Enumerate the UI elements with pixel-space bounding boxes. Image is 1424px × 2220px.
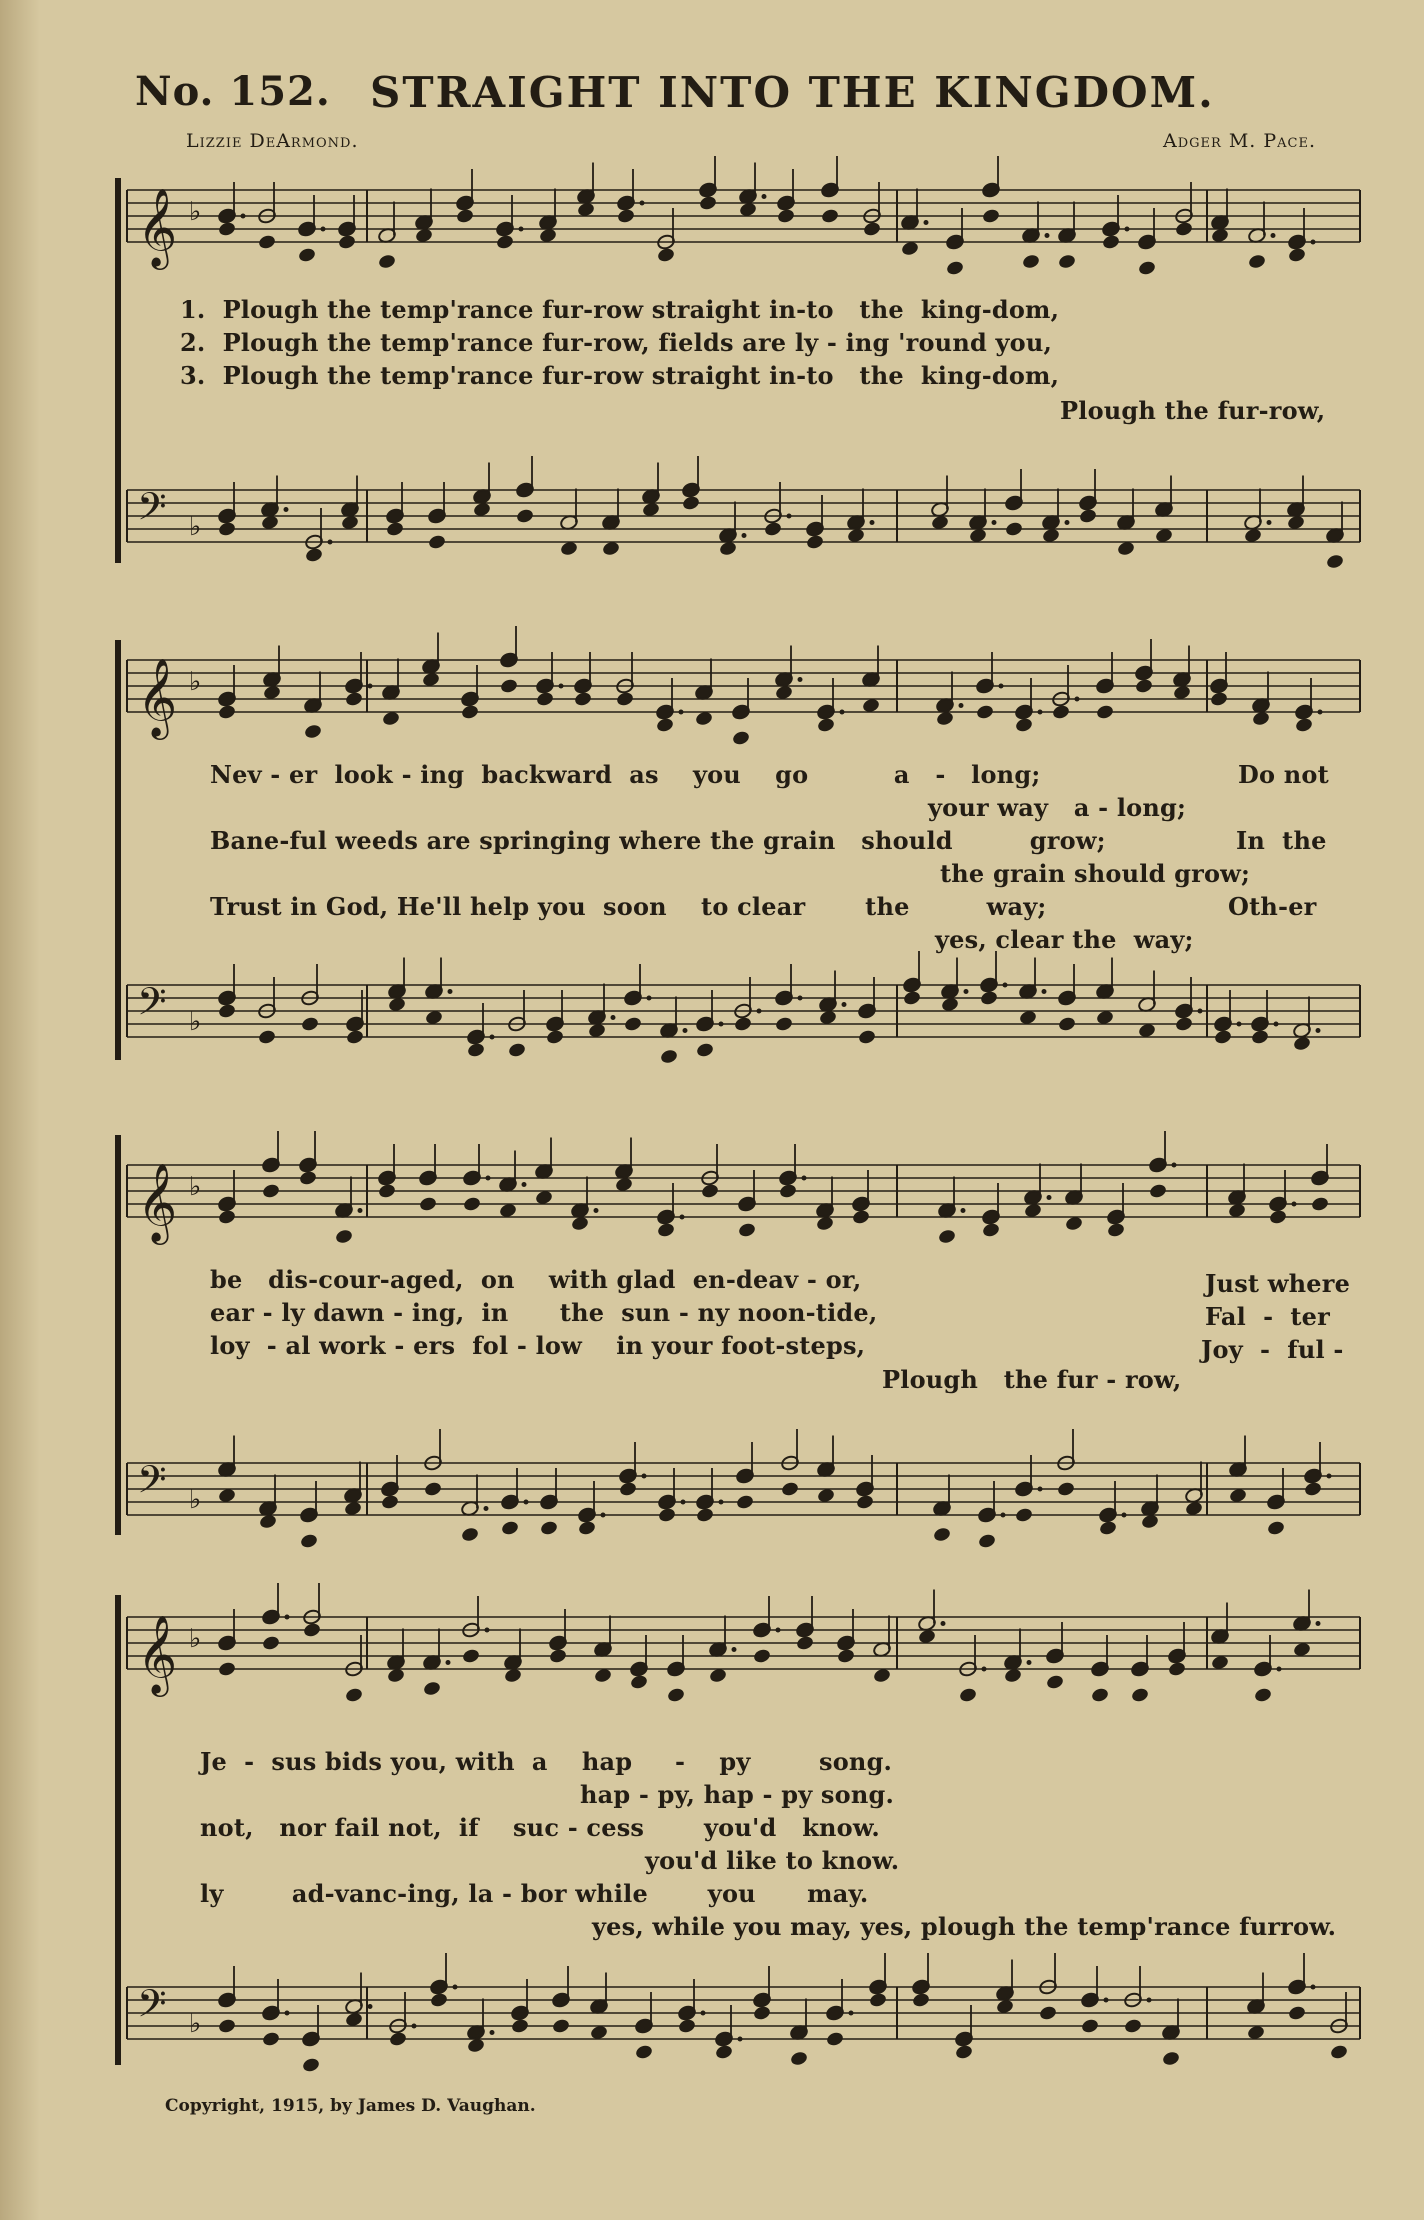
note-head [427,534,446,551]
hymn-header [135,62,1325,132]
note-head [217,521,236,538]
lyric-line: yes, clear the way; [935,925,1194,954]
note-head [217,1209,236,1226]
note-dot [490,1035,495,1040]
composer: Adger M. Pace. [1162,130,1316,152]
note-head [298,1170,317,1187]
note-head [1095,704,1114,721]
note-head [851,1209,870,1226]
note-head [1148,1183,1167,1200]
note-dot [1042,989,1047,994]
note-dot [719,1500,724,1505]
lyric-line: Trust in God, He'll help you soon to clear the way; [210,892,1047,921]
note-dot [738,2037,743,2042]
note-dot [1045,233,1050,238]
bass-staff [127,1977,1360,2057]
lyric-line: your way a - long; [928,793,1187,822]
note-head [1209,691,1228,708]
note-head [577,1520,596,1537]
note-head [1014,1507,1033,1524]
note-head [774,1016,793,1033]
note-head [1056,1481,1075,1498]
note-head [958,1687,977,1704]
note-head [217,2018,236,2035]
lyric-line: ly ad-vanc-ing, la - bor while you may. [200,1879,869,1908]
note-head [981,208,1000,225]
note-dot [681,1500,686,1505]
note-dot [611,1015,616,1020]
lyric-line: not, nor fail not, if suc - cess you'd know. [200,1813,880,1842]
lyrics-block [170,1265,1360,1465]
note-dot [798,677,803,682]
note-head [902,990,921,1007]
note-dot [1311,1985,1316,1990]
note-head [300,1016,319,1033]
note-dot [999,684,1004,689]
note-head [535,691,554,708]
note-head [261,2031,280,2048]
note-head [1106,1222,1125,1239]
music-system-1 [115,170,1360,570]
bass-clef-icon: 𝄢 [137,484,167,538]
lyric-line: In the [1236,826,1327,855]
note-dot [285,2011,290,2016]
note-dot [719,1022,724,1027]
note-head [1250,1029,1269,1046]
note-dot [446,1660,451,1665]
note-head [257,1029,276,1046]
note-head [573,691,592,708]
hymn-number: No. 152. [135,68,331,115]
note-dot [601,1513,606,1518]
note-head [1045,1674,1064,1691]
key-flat-icon: ♭ [189,1007,202,1037]
note-dot [683,1028,688,1033]
note-head [500,1520,519,1537]
note-head [345,1029,364,1046]
treble-clef-icon: 𝄞 [137,188,178,267]
note-head [656,247,675,264]
credits [186,130,1316,156]
note-dot [802,1176,807,1181]
note-head [629,1674,648,1691]
note-head [261,1183,280,1200]
music-system-2 [115,640,1360,1060]
note-head [1266,1520,1285,1537]
note-head [634,2044,653,2061]
note-dot [1027,1660,1032,1665]
note-head [377,1183,396,1200]
note-head [466,1042,485,1059]
note-head [677,2018,696,2035]
treble-clef-icon: 𝄞 [137,1615,178,1694]
note-head [1329,2044,1348,2061]
note-head [666,1687,685,1704]
note-head [217,1003,236,1020]
note-head [816,717,835,734]
note-dot [1267,520,1272,525]
note-dot [559,684,564,689]
note-head [217,1661,236,1678]
note-dot [842,1002,847,1007]
note-head [1325,553,1344,570]
lyric-line: you'd like to know. [645,1846,900,1875]
note-head [1247,253,1266,270]
lyric-line: hap - py, hap - py song. [580,1780,895,1809]
note-head [1294,717,1313,734]
lyric-line: the grain should grow; [940,859,1251,888]
note-head [763,521,782,538]
lyric-line: Bane-ful weeds are springing where the grain should grow; [210,826,1106,855]
system-brace [115,640,121,1060]
note-dot [484,1506,489,1511]
note-head [1134,678,1153,695]
note-dot [1237,1022,1242,1027]
key-flat-icon: ♭ [189,197,202,227]
note-head [539,1520,558,1537]
note-head [551,2018,570,2035]
lyric-line: Joy - ful - [1201,1335,1344,1364]
note-head [623,1016,642,1033]
note-head [380,1494,399,1511]
treble-staff [127,1155,1360,1242]
note-head [1213,1029,1232,1046]
lyric-line: ear - ly dawn - ing, in the sun - ny noon-tide, [210,1298,878,1327]
note-dot [647,996,652,1001]
page-gutter [0,0,40,2220]
note-head [1287,247,1306,264]
note-head [388,2031,407,2048]
note-dot [757,1009,762,1014]
note-head [975,704,994,721]
note-dot [328,540,333,545]
note-head [304,547,323,564]
note-head [217,704,236,721]
note-dot [1125,227,1130,232]
note-head [954,2044,973,2061]
note-head [495,234,514,251]
bass-clef-icon: 𝄢 [137,1457,167,1511]
note-head [385,521,404,538]
note-dot [680,1215,685,1220]
note-head [789,2050,808,2067]
note-head [695,1042,714,1059]
note-head [1080,2018,1099,2035]
treble-staff [127,1607,1360,1694]
note-head [1137,260,1156,277]
copyright-notice: Copyright, 1915, by James D. Vaughan. [165,2096,536,2116]
note-dot [701,2011,706,2016]
key-flat-icon: ♭ [189,1624,202,1654]
note-dot [448,989,453,994]
lyrics-block [170,1747,1360,1987]
note-head [937,1228,956,1245]
note-dot [964,989,969,994]
note-dot [524,1500,529,1505]
note-head [1123,2018,1142,2035]
note-dot [594,1208,599,1213]
lyric-line: be dis-cour-aged, on with glad en-deav - or, [210,1265,862,1294]
note-head [855,1494,874,1511]
note-head [805,534,824,551]
note-dot [742,533,747,538]
note-dot [1292,1202,1297,1207]
note-head [344,1687,363,1704]
treble-clef-icon: 𝄞 [137,1163,178,1242]
bass-clef-icon: 𝄢 [137,1981,167,2035]
note-head [1268,1209,1287,1226]
note-head [297,247,316,264]
note-head [1038,2005,1057,2022]
note-head [1310,1196,1329,1213]
note-head [510,2018,529,2035]
note-dot [798,996,803,1001]
note-dot [642,1474,647,1479]
note-dot [732,1647,737,1652]
note-head [1161,2050,1180,2067]
note-head [868,1992,887,2009]
lyric-line: Fal - ter [1205,1302,1330,1331]
note-dot [368,2004,373,2009]
note-head [733,1016,752,1033]
note-dot [1172,1163,1177,1168]
note-dot [519,227,524,232]
note-head [257,234,276,251]
note-head [911,1992,930,2009]
treble-staff [127,180,1360,267]
system-brace [115,1135,121,1535]
note-head [1078,508,1097,525]
note-head [820,208,839,225]
note-dot [1327,1474,1332,1479]
note-dot [982,1667,987,1672]
note-head [681,495,700,512]
note-head [261,1635,280,1652]
note-head [752,2005,771,2022]
lyric-line: Plough the fur - row, [882,1365,1182,1394]
note-head [1174,221,1193,238]
note-head [616,208,635,225]
note-head [377,253,396,270]
treble-clef-icon: 𝄞 [137,658,178,737]
note-head [655,717,674,734]
note-head [780,1481,799,1498]
music-system-3 [115,1135,1360,1535]
note-head [507,1042,526,1059]
note-head [1167,1661,1186,1678]
key-flat-icon: ♭ [189,667,202,697]
lyrics-block [170,295,1360,495]
note-head [1014,717,1033,734]
key-flat-icon: ♭ [189,1172,202,1202]
note-dot [241,214,246,219]
note-head [422,1680,441,1697]
hymn-title: STRAIGHT INTO THE KINGDOM. [370,68,1215,117]
note-dot [959,703,964,708]
note-dot [840,710,845,715]
note-dot [1104,1998,1109,2003]
lyric-line: 3. Plough the temp'rance fur-row straight in-to the king-dom, [180,361,1060,390]
note-head [714,2044,733,2061]
note-head [618,1481,637,1498]
note-head [462,1196,481,1213]
note-head [698,195,717,212]
lyric-line: Plough the fur-row, [1060,396,1326,425]
note-dot [1316,1621,1321,1626]
note-dot [1001,1513,1006,1518]
note-head [776,208,795,225]
note-dot [522,1182,527,1187]
key-flat-icon: ♭ [189,512,202,542]
note-dot [1277,1667,1282,1672]
note-dot [941,1621,946,1626]
note-head [1174,1016,1193,1033]
note-dot [1316,1028,1321,1033]
note-dot [1003,983,1008,988]
lyric-line: Oth-er [1228,892,1317,921]
note-dot [1122,1513,1127,1518]
note-head [1021,253,1040,270]
note-dot [412,2024,417,2029]
note-dot [1271,233,1276,238]
note-dot [1038,1487,1043,1492]
note-head [825,2031,844,2048]
note-head [334,1228,353,1245]
note-dot [485,1628,490,1633]
system-brace [115,178,121,563]
note-head [303,723,322,740]
note-dot [640,201,645,206]
note-head [700,1183,719,1200]
note-dot [453,1985,458,1990]
lyric-line: 1. Plough the temp'rance fur-row straight in-to the king-dom, [180,295,1060,324]
note-head [979,990,998,1007]
note-head [1004,521,1023,538]
note-dot [870,520,875,525]
note-dot [776,1628,781,1633]
note-head [499,678,518,695]
system-brace [115,1595,121,2065]
note-dot [1274,1022,1279,1027]
note-head [217,221,236,238]
note-head [862,221,881,238]
note-dot [762,194,767,199]
lyrics-block [170,760,1360,1000]
note-dot [1038,710,1043,715]
note-dot [321,227,326,232]
note-head [545,1029,564,1046]
note-head [752,1648,771,1665]
lyric-line: Je - sus bids you, with a hap - py song. [200,1747,893,1776]
note-head [429,1992,448,2009]
note-dot [486,1176,491,1181]
note-head [735,1494,754,1511]
note-head [1130,1687,1149,1704]
note-head [1303,1481,1322,1498]
note-dot [787,514,792,519]
note-head [423,1481,442,1498]
bass-staff [127,975,1360,1055]
note-head [1098,1520,1117,1537]
lyric-line: Nev - er look - ing backward as you go a - long; [210,760,1041,789]
note-dot [1311,240,1316,245]
note-head [460,704,479,721]
note-head [1057,253,1076,270]
note-head [302,1622,321,1639]
note-head [455,208,474,225]
note-dot [961,1208,966,1213]
lyric-line: 2. Plough the temp'rance fur-row, fields are ly - ing 'round you, [180,328,1053,357]
note-head [731,730,750,747]
lyric-line: Just where [1205,1269,1351,1298]
note-head [461,1648,480,1665]
note-dot [1318,710,1323,715]
note-head [615,691,634,708]
note-dot [849,2011,854,2016]
note-head [515,508,534,525]
note-head [1057,1016,1076,1033]
lyric-line: loy - al work - ers fol - low in your foot-steps, [210,1331,866,1360]
note-dot [1147,1998,1152,2003]
note-head [1051,704,1070,721]
note-dot [992,520,997,525]
note-dot [358,1208,363,1213]
note-head [945,260,964,277]
bass-staff [127,1453,1360,1533]
bass-staff [127,480,1360,560]
note-head [418,1196,437,1213]
note-head [836,1648,855,1665]
note-dot [284,507,289,512]
note-dot [679,710,684,715]
note-head [778,1183,797,1200]
treble-staff [127,650,1360,737]
lyric-line: Do not [1238,760,1329,789]
note-dot [1065,520,1070,525]
note-head [695,1507,714,1524]
note-dot [490,2030,495,2035]
note-head [737,1222,756,1239]
note-head [1090,1687,1109,1704]
note-head [656,1222,675,1239]
note-dot [1047,1195,1052,1200]
note-dot [368,684,373,689]
note-head [337,234,356,251]
note-head [657,1507,676,1524]
note-head [1287,2005,1306,2022]
note-head [857,1029,876,1046]
bass-clef-icon: 𝄢 [137,979,167,1033]
note-head [1101,234,1120,251]
note-head [344,691,363,708]
key-flat-icon: ♭ [189,1485,202,1515]
lyricist: Lizzie DeArmond. [186,130,359,152]
lyric-line: yes, while you may, yes, plough the temp'rance furrow. [592,1912,1337,1941]
note-head [548,1648,567,1665]
note-dot [1075,697,1080,702]
note-dot [1198,1009,1203,1014]
music-system-4 [115,1595,1360,2065]
key-flat-icon: ♭ [189,2009,202,2039]
note-head [981,1222,1000,1239]
note-head [795,1635,814,1652]
note-head [1253,1687,1272,1704]
note-dot [924,220,929,225]
note-dot [285,1615,290,1620]
